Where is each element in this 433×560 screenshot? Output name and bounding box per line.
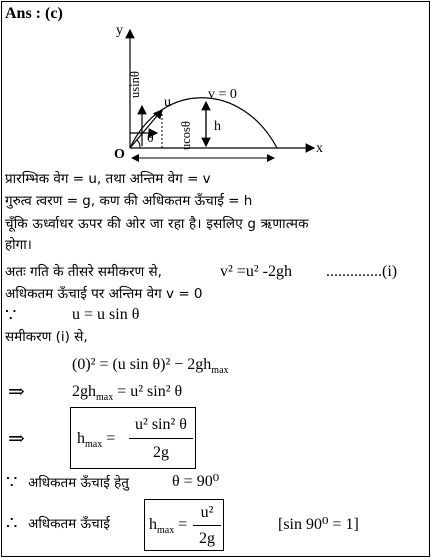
- line-final-velocity: अधिकतम ऊँचाई पर अन्तिम वेग v = 0: [5, 286, 203, 302]
- fraction-bar: [129, 438, 193, 439]
- line-reason: चूँकि ऊर्ध्वाधर ऊपर की ओर जा रहा है। इसलिए g ऋणात्मक: [5, 216, 309, 232]
- hmax-denominator: 2g: [153, 444, 169, 461]
- x-label: x: [316, 141, 323, 156]
- implies-symbol-2: ⇒: [8, 428, 25, 450]
- hmax-result-box: [70, 407, 196, 469]
- line-max-height-condition: अधिकतम ऊँचाई हेतु: [28, 475, 129, 491]
- line-reason-cont: होगा।: [5, 237, 32, 253]
- therefore-symbol: ∴: [6, 513, 18, 533]
- line-u-value: u = u sin θ: [72, 306, 140, 323]
- ucos-label: ucosθ: [179, 121, 193, 150]
- y-label: y: [116, 23, 123, 38]
- equation-number: ..............(i): [326, 263, 398, 280]
- hmax-label: $h_{max}$ =: [77, 430, 116, 451]
- theta-label: θ: [147, 131, 154, 146]
- answer-label: Ans : (c): [5, 5, 63, 22]
- projectile-diagram: [102, 20, 332, 172]
- third-equation: v² =u² -2gh: [220, 263, 292, 280]
- answer-panel: [1, 1, 430, 557]
- line-max-height: अधिकतम ऊँचाई: [28, 516, 110, 532]
- line-from-equation: समीकरण (i) से,: [5, 329, 88, 345]
- equation-zero: (0)² = (u $\sin \theta)^2 - 2gh_{max}$: [72, 356, 229, 377]
- hmax-final-box: [144, 499, 224, 551]
- hmax-numerator: u² sin² θ: [135, 416, 187, 433]
- equation-2gh: $2gh_{max} = u^2$ sin² θ: [72, 383, 183, 404]
- u-label: u: [164, 95, 171, 110]
- final-denominator: 2g: [199, 530, 215, 547]
- implies-symbol-1: ⇒: [8, 381, 25, 403]
- usin-label: usinθ: [128, 71, 142, 98]
- final-numerator: u²: [200, 504, 214, 521]
- final-fraction-bar: [193, 525, 221, 526]
- line-gravity: गुरुत्व त्वरण = g, कण की अधिकतम ऊँचाई = h: [5, 193, 253, 209]
- hmax-final-label: $h_{max}$ =: [149, 516, 188, 537]
- theta-arc: [137, 140, 140, 148]
- u-vector: [130, 110, 162, 148]
- v0-label: v = 0: [208, 87, 237, 102]
- theta-90: θ = 90⁰: [172, 473, 220, 490]
- because-symbol: ∵: [5, 305, 17, 325]
- line-initial-velocity: प्रारम्भिक वेग = u, तथा अन्तिम वेग = v: [5, 171, 211, 187]
- origin-label: O: [114, 147, 125, 162]
- line-third-equation: अतः गति के तीसरे समीकरण से,: [5, 264, 162, 280]
- sin-note: [sin 90⁰ = 1]: [278, 516, 359, 533]
- h-label: h: [214, 119, 221, 134]
- because-symbol-2: ∵: [6, 472, 18, 492]
